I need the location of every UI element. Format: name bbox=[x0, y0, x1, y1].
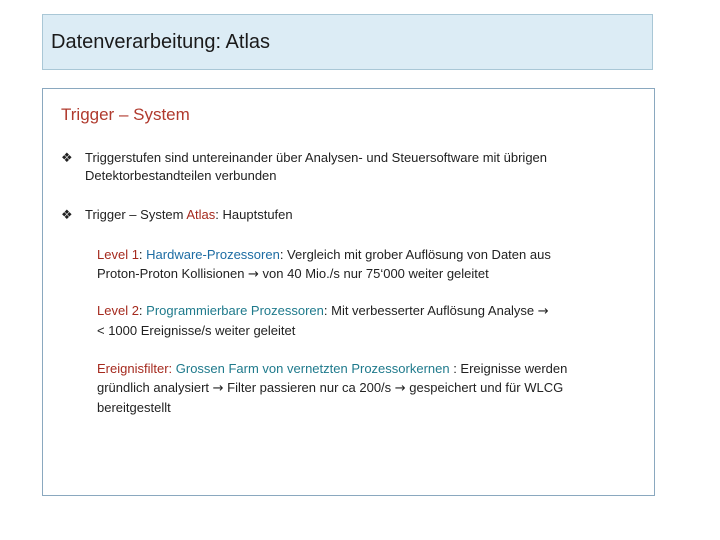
filter-kind: Grossen Farm von vernetzten Prozessorkernen bbox=[175, 361, 450, 376]
content-box bbox=[42, 88, 655, 496]
slide-title: Datenverarbeitung: Atlas bbox=[51, 30, 271, 53]
level2-label: Level 2 bbox=[97, 303, 139, 318]
arrow-right-icon: → bbox=[248, 267, 259, 282]
level1-kind: Hardware-Prozessoren bbox=[146, 247, 280, 262]
level2-kind: Programmierbare Prozessoren bbox=[146, 303, 324, 318]
arrow-right-icon: → bbox=[537, 304, 549, 319]
bullet-triggerstufen bbox=[61, 149, 625, 185]
slide-subtitle: Trigger – System bbox=[61, 105, 190, 124]
level1-label: Level 1 bbox=[97, 247, 139, 262]
level1-paragraph: Level 1: Hardware-Prozessoren: Vergleich mit grober Auflösung von Daten aus Proton-Proton Kollisionen → von 40 Mio./s nur 75‘000 weiter geleitet bbox=[97, 247, 551, 282]
slide-title-box bbox=[42, 14, 653, 70]
bullet-text: Triggerstufen sind untereinander über Analysen- und Steuersoftware mit übrigen Detektorbestandteilen verbunden bbox=[85, 150, 548, 183]
diamond-bullet-icon: ❖ bbox=[61, 150, 73, 165]
arrow-right-icon: → bbox=[394, 381, 406, 396]
bullet-trigger-system bbox=[61, 206, 625, 224]
arrow-right-icon: → bbox=[212, 381, 224, 396]
filter-paragraph: Ereignisfilter: Grossen Farm von vernetzten Prozessorkernen : Ereignisse werden gründlich analysiert → Filter passieren nur ca 200/s → gespeichert und für WLCG bereitgestellt bbox=[97, 361, 568, 415]
diamond-bullet-icon: ❖ bbox=[61, 207, 73, 222]
filter-label: Ereignisfilter: bbox=[97, 361, 176, 376]
bullet-text: Trigger – System Atlas: Hauptstufen bbox=[85, 207, 293, 222]
level2-paragraph: Level 2: Programmierbare Prozessoren: Mit verbesserter Auflösung Analyse → < 1000 Ereignisse/s weiter geleitet bbox=[97, 303, 549, 338]
